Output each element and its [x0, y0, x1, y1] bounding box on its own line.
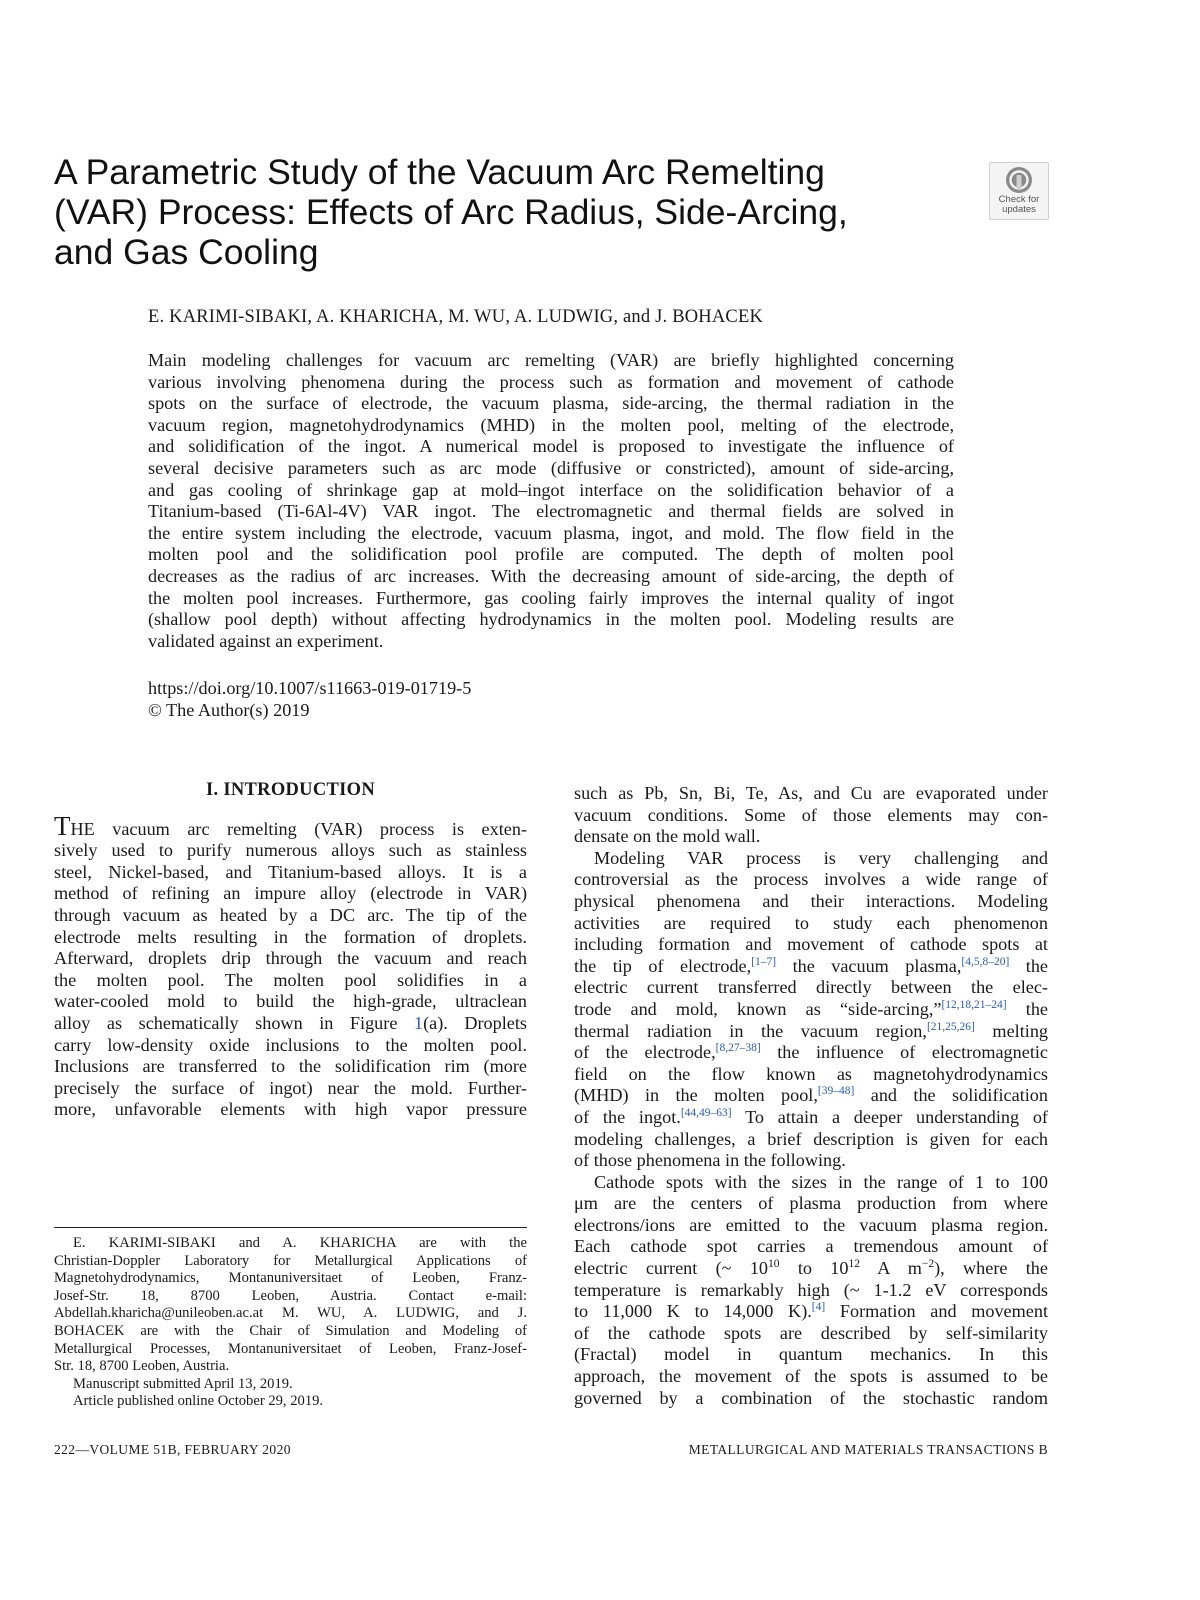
- intro-text: alloy as schematically shown in Figure: [54, 1012, 414, 1033]
- footnote-line: Christian-Doppler Laboratory for Metallurgical Applications of: [54, 1252, 527, 1269]
- abstract-line: and solidification of the ingot. A numerical model is proposed to investigate the influence of: [148, 436, 954, 457]
- intro-line: through vacuum as heated by a DC arc. The tip of the: [54, 904, 527, 925]
- body-text: the influence of electromagnetic: [760, 1042, 1048, 1063]
- body-line: controversial as the process involves a wide range of: [574, 869, 1048, 890]
- affiliation-footnote: [54, 1235, 527, 1411]
- abstract-line: several decisive parameters such as arc mode (diffusive or constricted), amount of side-arcing,: [148, 457, 954, 478]
- section-heading: I. INTRODUCTION: [206, 780, 375, 800]
- abstract-line: validated against an experiment.: [148, 630, 384, 651]
- abstract-line: spots on the surface of electrode, the vacuum plasma, side-arcing, the thermal radiation in the: [148, 393, 954, 414]
- abstract-line: molten pool and the solidification pool profile are computed. The depth of molten pool: [148, 544, 954, 565]
- citation-link[interactable]: [44,49–63]: [680, 1106, 732, 1119]
- body-line: electrons/ions are emitted to the vacuum plasma region.: [574, 1214, 1048, 1235]
- intro-line: water-cooled mold to build the high-grade, ultraclean: [54, 991, 527, 1012]
- body-text: trode and mold, known as “side-arcing,”: [574, 998, 942, 1019]
- submission-date: Manuscript submitted April 13, 2019.: [73, 1375, 293, 1392]
- body-text: of the electrode,: [574, 1042, 716, 1063]
- body-line: (Fractal) model in quantum mechanics. In this: [574, 1344, 1048, 1365]
- body-text: the: [1009, 955, 1048, 976]
- intro-line: sively used to purify numerous alloys such as stainless: [54, 840, 527, 861]
- body-line: electric current transferred directly between the elec-: [574, 977, 1048, 998]
- citation-link[interactable]: [4]: [811, 1301, 826, 1314]
- intro-line: more, unfavorable elements with high vapor pressure: [54, 1099, 527, 1120]
- publication-date: Article published online October 29, 2019.: [73, 1393, 324, 1410]
- body-line: [574, 999, 1048, 1021]
- body-text: thermal radiation in the vacuum region,: [574, 1020, 927, 1041]
- body-text: the tip of electrode,: [574, 955, 752, 976]
- doi-link[interactable]: https://doi.org/10.1007/s11663-019-01719-5: [148, 678, 472, 698]
- body-text: A m: [859, 1258, 922, 1279]
- intro-line: carry low-density oxide inclusions to the molten pool.: [54, 1034, 527, 1055]
- abstract-line: and gas cooling of shrinkage gap at mold–ingot interface on the solidification behavior of a: [148, 479, 954, 500]
- footnote-line: E. KARIMI-SIBAKI and A. KHARICHA are with the: [73, 1235, 527, 1251]
- citation-link[interactable]: [39–48]: [817, 1085, 855, 1098]
- body-line: [574, 1085, 1048, 1107]
- body-line: densate on the mold wall.: [574, 826, 761, 847]
- right-column: [574, 783, 1048, 1409]
- body-text: to 11,000 K to 14,000 K).: [574, 1301, 812, 1322]
- page-footer-journal: METALLURGICAL AND MATERIALS TRANSACTIONS B: [688, 1442, 1048, 1457]
- body-line: [574, 1021, 1048, 1043]
- body-line: μm are the centers of plasma production from where: [574, 1193, 1048, 1214]
- abstract-line: Main modeling challenges for vacuum arc remelting (VAR) are briefly highlighted concerning: [148, 350, 954, 370]
- figure-link[interactable]: 1: [413, 1012, 424, 1033]
- title-line: A Parametric Study of the Vacuum Arc Remelting: [54, 152, 825, 192]
- doi-block: [148, 678, 471, 721]
- intro-line: electrode melts resulting in the formation of droplets.: [54, 926, 527, 947]
- intro-line: steel, Nickel-based, and Titanium-based alloys. It is a: [54, 861, 527, 882]
- citation-link[interactable]: [8,27–38]: [715, 1042, 761, 1055]
- check-for-updates-icon: [1005, 166, 1033, 194]
- abstract-line: the molten pool increases. Furthermore, gas cooling fairly improves the internal quality of ingot: [148, 587, 954, 608]
- body-line: [574, 1107, 1048, 1129]
- body-text: of the ingot.: [574, 1106, 681, 1127]
- body-text: (MHD) in the molten pool,: [574, 1085, 818, 1106]
- body-line: activities are required to study each phenomenon: [574, 912, 1048, 933]
- body-line: Cathode spots with the sizes in the range of 1 to 100: [594, 1171, 1048, 1192]
- body-line: [574, 1301, 1048, 1323]
- abstract-line: various involving phenomena during the process such as formation and movement of cathode: [148, 371, 954, 392]
- body-text: To attain a deeper understanding of: [731, 1106, 1048, 1127]
- check-for-updates-badge[interactable]: [989, 162, 1049, 220]
- body-line: [574, 1042, 1048, 1064]
- abstract-line: Titanium-based (Ti-6Al-4V) VAR ingot. The electromagnetic and thermal fields are solved in: [148, 501, 954, 522]
- abstract-line: vacuum region, magnetohydrodynamics (MHD) in the molten pool, melting of the electrode,: [148, 414, 954, 435]
- footnote-line: Metallurgical Processes, Montanuniversitaet of Leoben, Franz-Josef-: [54, 1340, 527, 1357]
- body-text: the vacuum plasma,: [776, 955, 962, 976]
- body-text: melting: [974, 1020, 1049, 1041]
- body-line: of those phenomena in the following.: [574, 1150, 846, 1171]
- intro-line: Inclusions are transferred to the solidification rim (more: [54, 1056, 527, 1077]
- body-line: vacuum conditions. Some of those elements may con-: [574, 804, 1048, 825]
- body-line: approach, the movement of the spots is assumed to be: [574, 1366, 1048, 1387]
- body-text: and the solidification: [854, 1085, 1048, 1106]
- body-text: the: [1006, 998, 1048, 1019]
- citation-link[interactable]: [1–7]: [751, 955, 777, 968]
- abstract-line: decreases as the radius of arc increases. With the decreasing amount of side-arcing, the depth of: [148, 565, 954, 586]
- footnote-line: Abdellah.kharicha@unileoben.ac.at M. WU, A. LUDWIG, and J.: [54, 1305, 527, 1322]
- abstract: [148, 350, 954, 652]
- body-line: of the cathode spots are described by self-similarity: [574, 1322, 1048, 1343]
- intro-line: [54, 810, 527, 841]
- paper-title: [54, 152, 954, 272]
- intro-text: (a). Droplets: [423, 1012, 527, 1033]
- citation-link[interactable]: [21,25,26]: [926, 1020, 975, 1033]
- intro-line: the molten pool. The molten pool solidifies in a: [54, 969, 527, 990]
- abstract-line: (shallow pool depth) without affecting hydrodynamics in the molten pool. Modeling results are: [148, 609, 954, 630]
- body-text: electric current (~ 10: [574, 1258, 769, 1279]
- drop-cap: T: [54, 810, 71, 841]
- title-line: and Gas Cooling: [54, 232, 319, 272]
- body-line: Each cathode spot carries a tremendous amount of: [574, 1236, 1048, 1257]
- exponent: 12: [848, 1258, 860, 1271]
- body-line: modeling challenges, a brief description is given for each: [574, 1128, 1048, 1149]
- citation-link[interactable]: [4,5,8–20]: [961, 955, 1010, 968]
- copyright: © The Author(s) 2019: [148, 699, 310, 720]
- left-column: [54, 780, 527, 1121]
- body-line: physical phenomena and their interactions. Modeling: [574, 890, 1048, 911]
- badge-label: Check for: [998, 194, 1040, 205]
- badge-label: updates: [1002, 204, 1036, 215]
- intro-line: [54, 1013, 527, 1035]
- body-line: including formation and movement of cathode spots at: [574, 934, 1048, 955]
- body-line: [574, 956, 1048, 978]
- body-line: governed by a combination of the stochastic random: [574, 1387, 1048, 1408]
- body-line: temperature is remarkably high (~ 1-1.2 eV corresponds: [574, 1279, 1048, 1300]
- intro-line: precisely the surface of ingot) near the mold. Further-: [54, 1077, 527, 1098]
- citation-link[interactable]: [12,18,21–24]: [941, 998, 1007, 1011]
- author-list: E. KARIMI-SIBAKI, A. KHARICHA, M. WU, A. LUDWIG, and J. BOHACEK: [148, 307, 764, 327]
- body-line: Modeling VAR process is very challenging and: [594, 847, 1048, 868]
- abstract-line: the entire system including the electrode, vacuum plasma, ingot, and mold. The flow field in the: [148, 522, 954, 543]
- footnote-line: Str. 18, 8700 Leoben, Austria.: [54, 1358, 230, 1375]
- intro-line: Afterward, droplets drip through the vacuum and reach: [54, 948, 527, 969]
- body-line: [574, 1258, 1048, 1280]
- page-footer-volume: 222—VOLUME 51B, FEBRUARY 2020: [54, 1442, 291, 1457]
- intro-line: method of refining an impure alloy (electrode in VAR): [54, 883, 527, 904]
- title-line: (VAR) Process: Effects of Arc Radius, Side-Arcing,: [54, 192, 848, 232]
- footnote-line: Josef-Str. 18, 8700 Leoben, Austria. Contact e-mail:: [54, 1287, 527, 1304]
- body-line: such as Pb, Sn, Bi, Te, As, and Cu are evaporated under: [574, 783, 1048, 803]
- body-line: field on the flow known as magnetohydrodynamics: [574, 1063, 1048, 1084]
- footnote-line: BOHACEK are with the Chair of Simulation and Modeling of: [54, 1322, 527, 1339]
- exponent: −2: [921, 1258, 935, 1271]
- footnote-line: Magnetohydrodynamics, Montanuniversitaet of Leoben, Franz-: [54, 1270, 527, 1287]
- footnote-divider: [54, 1227, 527, 1228]
- intro-text: HE vacuum arc remelting (VAR) process is exten-: [70, 818, 527, 839]
- body-text: to 10: [779, 1258, 849, 1279]
- body-text: Formation and movement: [825, 1301, 1048, 1322]
- body-text: ), where the: [934, 1258, 1048, 1279]
- exponent: 10: [768, 1258, 780, 1271]
